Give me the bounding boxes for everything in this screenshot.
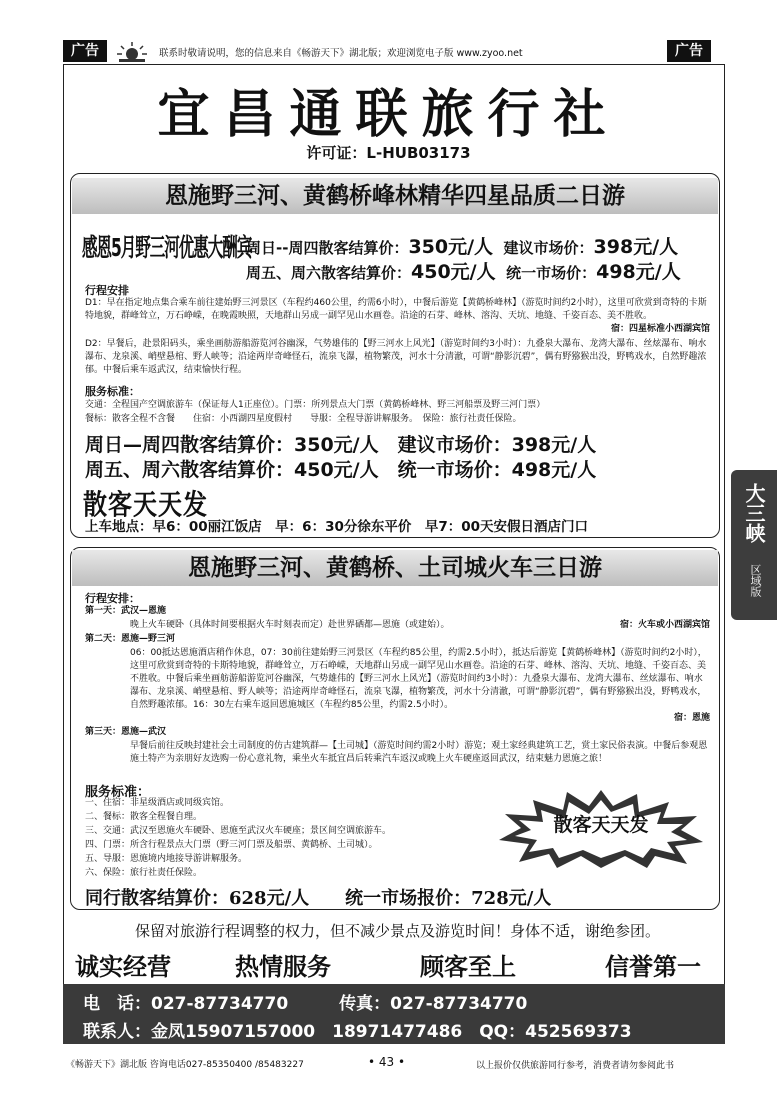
tour2-day2-stay: 宿：恩施 (673, 713, 710, 723)
license-number: 许可证：L-HUB03173 (306, 144, 471, 162)
tour1-daily-departure: 散客天天发 (83, 488, 208, 522)
motto-item: 诚实经营 (75, 952, 171, 981)
tour2-itinerary-heading: 行程安排： (85, 592, 140, 605)
tour2-day2-text: 06：00抵达恩施酒店稍作休息，07：30前往建始野三河景区（车程约85公里，约需2.5小时），抵达后游览【黄鹤桥峰林】（游览时间约2小时），这里可欣赏到奇特的卡斯特地貌，群峰耸立，万石峥嵘，天地群山另成一副罕见山水画卷。沿途的石芽、峰林、溶沟、天坑、地缝、千姿百态、美不胜收。中餐后乘坐画舫游船游览河谷幽深，气势雄伟的【野三河水上风光】（游览时间约3小时）：九叠泉大瀑布、龙湾大瀑布、丝炫瀑布、响水瀑布、龙泉溪、峭壁悬棺、野人峡等；沿途两岸奇峰怪石，流泉飞瀑，植物繁茂，河水十分清澈，可谓“静影沉碧”，偶有野猕猴出没，野鸭戏水，自然野趣浓郁。16：30左右乘车返回恩施城区（车程约85公里，约需2.5小时）。 (130, 648, 707, 710)
service-item: 三、交通：武汉至恩施火车硬卧、恩施至武汉火车硬座；景区间空调旅游车。 (85, 826, 392, 836)
tour2-price: 同行散客结算价：628元/人 统一市场报价：728元/人 (85, 888, 552, 909)
price1-value2: 398元/人 (593, 236, 679, 258)
tour1-big-price1: 周日—周四散客结算价：350元/人 建议市场价：398元/人 (85, 434, 597, 456)
tour2-day3-title: 第三天：恩施—武汉 (85, 727, 167, 737)
tour1-itinerary-heading: 行程安排 (85, 284, 129, 297)
tour2-title: 恩施野三河、黄鹤桥、土司城火车三日游 (72, 550, 718, 586)
tour1-service-heading: 服务标准： (85, 385, 140, 398)
price2-value2: 498元/人 (596, 261, 681, 283)
contact-phone-line: 电 话：027-87734770 传真：027-87734770 (83, 994, 528, 1014)
motto-item: 信誉第一 (605, 952, 701, 981)
price1-value: 350元/人 (408, 236, 494, 258)
price1-label: 周日--周四散客结算价： (246, 239, 409, 257)
page-number: • 43 • (368, 1055, 406, 1069)
top-note: 联系时敬请说明，您的信息来自《畅游天下》湖北版；欢迎浏览电子版 www.zyoo.net (159, 48, 523, 59)
tour2-day2-title: 第二天：恩施—野三河 (85, 634, 176, 644)
motto-item: 顾客至上 (420, 952, 516, 981)
tour2-day1-text: 晚上火车硬卧（具体时间要根据火车时刻表而定）赴世界硒都—恩施（或建始）。 (130, 620, 450, 630)
service-item: 四、门票：所含行程景点大门票（野三河门票及船票、黄鹤桥、土司城）。 (85, 840, 378, 850)
top-bar (63, 40, 711, 64)
side-tab (731, 470, 777, 620)
tour1-promo: 感恩5月野三河优惠大酬宾 (82, 233, 252, 263)
motto-item: 热情服务 (235, 952, 331, 981)
tour2-day3-text: 早餐后前往反映封建社会土司制度的仿古建筑群—【土司城】（游览时间约需2小时）游览；观土家经典建筑工艺，赏土家民俗表演。中餐后参观恩施土特产为亲朋好友选购一份心意礼物，乘坐火车抵宜昌后转乘汽车返汉或晚上火车硬座返回武汉，结束魅力恩施之旅！ (130, 741, 708, 764)
sun-logo-icon (115, 41, 149, 63)
tour1-service1: 交通：全程国产空调旅游车（保证每人1正座位）。门票：所列景点大门票（黄鹤桥峰林、野三河船票及野三河门票） (85, 400, 546, 410)
side-tab-subtitle: 区域版 (749, 563, 762, 597)
price2-label2: 统一市场价： (506, 264, 597, 282)
footer-left: 《畅游天下》湖北版 咨询电话027-85350400 /85483227 (66, 1060, 304, 1070)
tour1-big-price2: 周五、周六散客结算价：450元/人 统一市场价：498元/人 (85, 459, 597, 481)
contact-person-line: 联系人：金凤15907157000 18971477486 QQ：452569373 (83, 1022, 632, 1042)
footer-right: 以上报价仅供旅游同行参考，消费者请勿参阅此书 (476, 1061, 675, 1071)
tour1-price-line2 (246, 257, 681, 284)
service-item: 六、保险：旅行社责任保险。 (85, 868, 203, 878)
service-item: 一、住宿：非星级酒店或同级宾馆。 (85, 798, 230, 808)
tour1-day2: D2：早餐后，赴景阳码头，乘坐画舫游船游览河谷幽深，气势雄伟的【野三河水上风光】（游览时间约3小时）：九叠泉大瀑布、龙湾大瀑布、丝炫瀑布、响水瀑布、龙泉溪、峭壁悬棺、野人峡等；沿途两岸奇峰怪石，流泉飞瀑，植物繁茂，河水十分清澈，可谓“静影沉碧”，偶有野猕猴出没，野鸭戏水，自然野趣浓郁。中餐后乘车返武汉，结束愉快行程。 (85, 339, 707, 375)
tour2-day1-title: 第一天：武汉—恩施 (85, 606, 167, 616)
tour1-day1: D1：早在指定地点集合乘车前往建始野三河景区（车程约460公里，约需6小时），中餐后游览【黄鹤桥峰林】（游览时间约2小时），这里可欣赏到奇特的卡斯特地貌，群峰耸立，万石峥嵘，在晚霞映照，天地群山另成一副罕见山水画卷。沿途的石芽、峰林、溶沟、天坑、地缝、千姿百态、美不胜收。 (85, 298, 707, 321)
service-item: 二、餐标：散客全程餐自理。 (85, 812, 203, 822)
tour2-service-heading: 服务标准： (85, 785, 151, 800)
tour1-service2: 餐标：散客全程不含餐 住宿：小西湖四星度假村 导服：全程导游讲解服务。 保险：旅行社责任保险。 (85, 414, 522, 424)
price2-label: 周五、周六散客结算价： (246, 264, 412, 282)
notice-text: 保留对旅游行程调整的权力，但不减少景点及游览时间！身体不适，谢绝参团。 (134, 922, 660, 940)
tour2-day1-stay: 宿：火车或小西湖宾馆 (619, 620, 710, 630)
starburst-text: 散客天天发 (553, 814, 649, 836)
side-tab-title: 大三峡 (742, 483, 766, 543)
tour1-day1-stay: 宿：四星标准小西湖宾馆 (610, 324, 710, 334)
ad-tag-left: 广告 (63, 40, 107, 62)
price2-value: 450元/人 (411, 261, 496, 283)
ad-tag-right: 广告 (667, 40, 711, 62)
tour1-pickup: 上车地点：早6：00丽江饭店 早：6：30分徐东平价 早7：00天安假日酒店门口 (85, 519, 589, 535)
contact-panel (63, 984, 725, 1044)
tour1-title: 恩施野三河、黄鹤桥峰林精华四星品质二日游 (72, 178, 718, 214)
service-item: 五、导服：恩施境内地接导游讲解服务。 (85, 854, 248, 864)
agency-name: 宜昌通联旅行社 (157, 84, 620, 145)
motto-row (70, 947, 725, 979)
price1-label2: 建议市场价： (503, 239, 594, 257)
tour1-price-line1 (246, 232, 678, 259)
